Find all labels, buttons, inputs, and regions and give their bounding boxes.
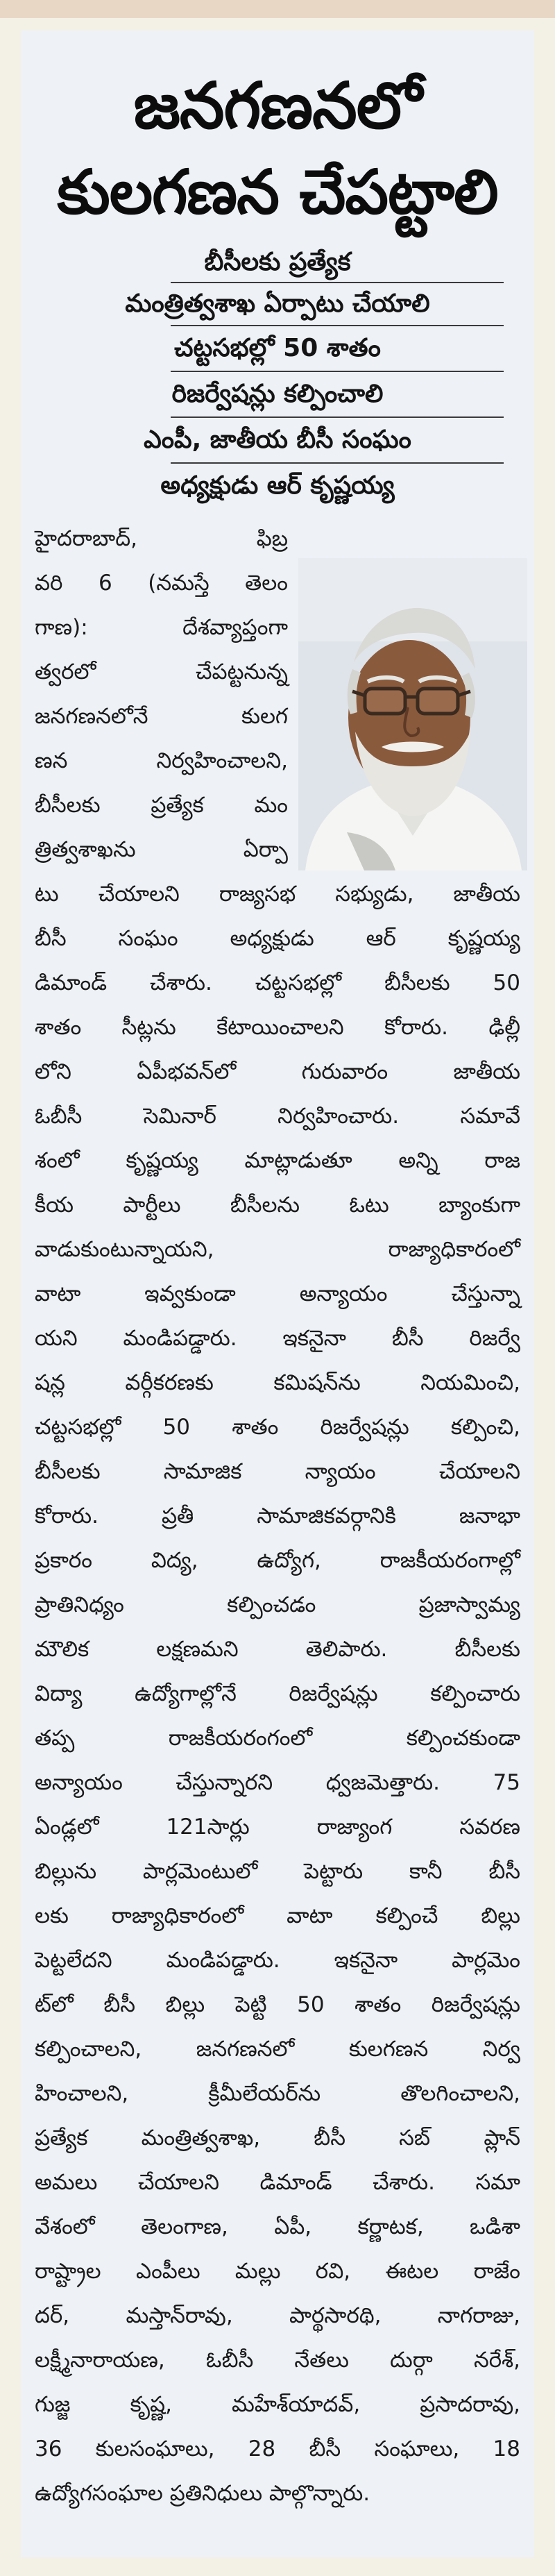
deck-rule [171,462,504,464]
body-line: వాడుకుంటున్నాయని, రాజ్యాధికారంలో [35,1237,520,1262]
body-line: కోరారు. ప్రతీ సామాజికవర్గానికి జనాభా [35,1504,520,1529]
body-line: బీసీ సంఘం అధ్యక్షుడు ఆర్ కృష్ణయ్య [35,926,520,951]
body-line: బీసీలకు ప్రత్యేక మం [35,793,288,818]
deck-rule [171,416,504,418]
body-line: విద్యా ఉద్యోగాల్లోనే రిజర్వేషన్లు కల్పించారు [35,1681,520,1706]
body-line: వాటా ఇవ్వకుండా అన్యాయం చేస్తున్నా [35,1281,520,1306]
body-line: ఓబీసీ సెమినార్ నిర్వహించారు. సమావే [35,1104,520,1129]
body-line: గుజ్జ కృష్ణ, మహేశ్‌యాదవ్, ప్రసాదరావు, [35,2392,520,2417]
body-line: లక్ష్మీనారాయణ, ఓబీసీ నేతలు దుర్గా నరేశ్, [35,2348,520,2373]
body-line: అన్యాయం చేస్తున్నారని ధ్వజమెత్తారు. 75 [35,1770,520,1795]
headline-line-1: జనగణనలో [133,69,422,143]
deck-line-4: రిజర్వేషన్లు కల్పించాలి [171,380,384,408]
body-line: జనగణనలోనే కులగ [35,704,288,729]
body-line: యని మండిపడ్డారు. ఇకనైనా బీసీ రిజర్వే [35,1326,520,1351]
body-line: టు చేయాలని రాజ్యసభ సభ్యుడు, జాతీయ [35,882,520,907]
news-clipping [21,31,534,2557]
deck-line-1: బీసీలకు ప్రత్యేక [204,248,351,276]
body-line: 36 కులసంఘాలు, 28 బీసీ సంఘాలు, 18 [35,2436,520,2461]
body-line: మౌలిక లక్షణమని తెలిపారు. బీసీలకు [35,1637,520,1662]
body-line: పెట్టలేదని మండిపడ్డారు. ఇకనైనా పార్లమెం [35,1948,520,1973]
body-line: కీయ పార్టీలు బీసీలను ఓటు బ్యాంకుగా [35,1193,520,1218]
deck-rule [171,371,504,372]
headline-line-2: కులగణన చేపట్టాలి [57,156,498,228]
body-line: ణన నిర్వహించాలని, [35,748,288,773]
body-line: త్వరలో చేపట్టనున్న [35,659,288,684]
body-line: వరి 6 (నమస్తే తెలం [35,571,288,596]
body-line: త్రిత్వశాఖను ఏర్పా [35,837,288,862]
body-line: వేశంలో తెలంగాణ, ఏపీ, కర్ణాటక, ఒడిశా [35,2214,520,2239]
top-color-strip [0,0,555,18]
body-line: అమలు చేయాలని డిమాండ్ చేశారు. సమా [35,2170,520,2195]
deck-line-3: చట్టసభల్లో 50 శాతం [174,334,381,362]
body-line: శాతం సీట్లను కేటాయించాలని కోరారు. ఢిల్లీ [35,1015,520,1040]
body-line: కల్పించాలని, జనగణనలో కులగణన నిర్వ [35,2037,520,2062]
deck-rule [171,282,504,283]
body-line: ఏండ్లలో 121సార్లు రాజ్యాంగ సవరణ [35,1815,520,1840]
body-line: లోని ఏపీభవన్‌లో గురువారం జాతీయ [35,1059,520,1084]
body-line: ట్‌లో బీసీ బిల్లు పెట్టి 50 శాతం రిజర్వేషన్లు [35,1992,520,2017]
body-line: ఉద్యోగసంఘాల ప్రతినిధులు పాల్గొన్నారు. [35,2481,370,2506]
body-line: గాణ): దేశవ్యాప్తంగా [35,615,288,640]
body-line: ప్రత్యేక మంత్రిత్వశాఖ, బీసీ సబ్ ప్లాన్ [35,2125,520,2150]
deck-rule [171,325,504,326]
body-line: ప్రాతినిధ్యం కల్పించడం ప్రజాస్వామ్య [35,1592,520,1617]
body-line: లకు రాజ్యాధికారంలో వాటా కల్పించే బిల్లు [35,1903,520,1928]
deck-line-5: ఎంపీ, జాతీయ బీసీ సంఘం [144,426,411,454]
deck-line-2: మంత్రిత్వశాఖ ఏర్పాటు చేయాలి [125,289,430,318]
body-line: ప్రకారం విద్య, ఉద్యోగ, రాజకీయరంగాల్లో [35,1548,520,1573]
body-line: దర్, మస్తాన్‌రావు, పార్థసారథి, నాగరాజు, [35,2303,520,2328]
body-line: డిమాండ్ చేశారు. చట్టసభల్లో బీసీలకు 50 [35,970,520,995]
body-line: చట్టసభల్లో 50 శాతం రిజర్వేషన్లు కల్పించి, [35,1415,520,1440]
deck-line-6: అధ్యక్షుడు ఆర్ కృష్ణయ్య [160,471,395,500]
body-line: తప్ప రాజకీయరంగంలో కల్పించకుండా [35,1726,520,1751]
krishnaiah-portrait-photo [298,558,527,870]
body-line: బీసీలకు సామాజిక న్యాయం చేయాలని [35,1459,520,1484]
body-line: హించాలని, క్రీమీలేయర్‌ను తొలగించాలని, [35,2081,520,2106]
body-line: హైదరాబాద్, ఫిబ్ర [35,526,288,551]
body-line: బిల్లును పార్లమెంటులో పెట్టారు కానీ బీసీ [35,1859,520,1884]
body-line: షన్ల వర్గీకరణకు కమిషన్‌ను నియమించి, [35,1370,520,1395]
body-line: రాష్ట్రాల ఎంపీలు మల్లు రవి, ఈటల రాజేం [35,2259,520,2284]
body-line: శంలో కృష్ణయ్య మాట్లాడుతూ అన్ని రాజ [35,1148,520,1173]
